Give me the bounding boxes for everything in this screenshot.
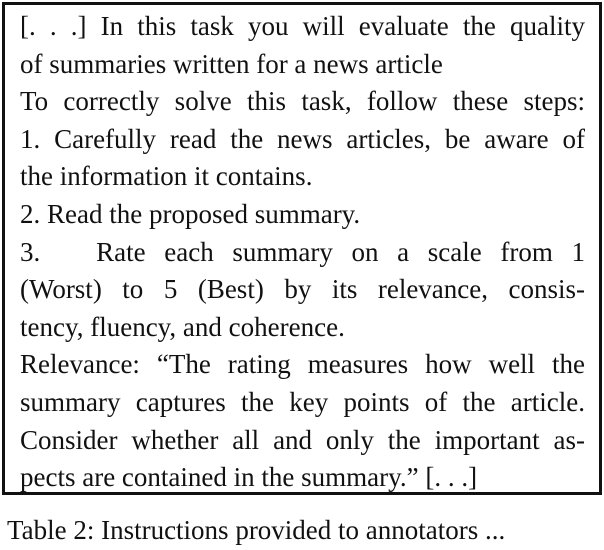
instruction-line-10: Relevance: “The rating measures how well the xyxy=(20,349,585,380)
instruction-line-3: To correctly solve this task, follow these steps: xyxy=(20,86,585,117)
instruction-line-6: 2. Read the proposed summary. xyxy=(20,198,361,229)
instruction-line-1: [. . .] In this task you will evaluate the quality xyxy=(20,11,585,41)
instruction-line-11: summary captures the key points of the article. xyxy=(20,386,585,417)
instruction-line-4: 1. Carefully read the news articles, be aware of xyxy=(20,123,585,154)
instruction-line-9: tency, fluency, and coherence. xyxy=(20,311,345,342)
table-caption: Table 2: Instructions provided to annotators ... xyxy=(7,515,506,545)
instruction-line-5: the information it contains. xyxy=(20,161,313,192)
instruction-box xyxy=(2,2,602,495)
instruction-line-8: (Worst) to 5 (Best) by its relevance, consis- xyxy=(20,274,585,305)
instruction-line-7: 3. Rate each summary on a scale from 1 xyxy=(20,236,585,267)
instruction-line-13: pects are contained in the summary.” [. . .] xyxy=(20,462,478,493)
instruction-line-12: Consider whether all and only the important as- xyxy=(20,424,585,455)
instruction-line-2: of summaries written for a news article xyxy=(20,48,443,79)
